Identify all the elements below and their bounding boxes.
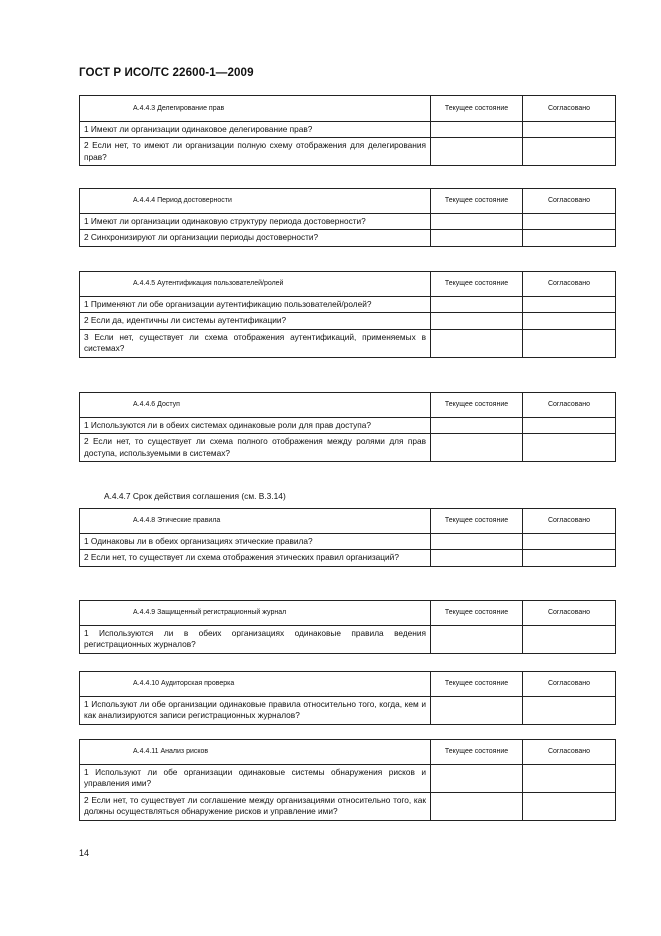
agreed-cell[interactable]: [523, 230, 616, 246]
col-current-header: Текущее состояние: [431, 601, 523, 626]
current-state-cell[interactable]: [431, 434, 523, 462]
agreed-cell[interactable]: [523, 626, 616, 654]
current-state-cell[interactable]: [431, 230, 523, 246]
current-state-cell[interactable]: [431, 313, 523, 329]
col-agreed-header: Согласовано: [523, 509, 616, 534]
agreed-cell[interactable]: [523, 792, 616, 820]
table-row: [80, 122, 616, 138]
current-state-cell[interactable]: [431, 297, 523, 313]
question-text: 1 Используют ли обе организации одинаковые системы обнаружения рисков и управления ими?: [80, 765, 431, 793]
table-access: [79, 392, 616, 462]
agreed-cell[interactable]: [523, 534, 616, 550]
table-title: А.4.4.8 Этические правила: [80, 509, 431, 534]
col-agreed-header: Согласовано: [523, 601, 616, 626]
question-text: 2 Если да, идентичны ли системы аутентификации?: [80, 313, 431, 329]
table-title: А.4.4.11 Анализ рисков: [80, 740, 431, 765]
question-text: 2 Если нет, то имеют ли организации полную схему отображения для делегирования прав?: [80, 138, 431, 166]
current-state-cell[interactable]: [431, 697, 523, 725]
current-state-cell[interactable]: [431, 214, 523, 230]
col-current-header: Текущее состояние: [431, 96, 523, 122]
question-text: 2 Если нет, то существует ли соглашение между организациями относительно того, как должны осуществляться обнаружение рисков и управление ими?: [80, 792, 431, 820]
col-agreed-header: Согласовано: [523, 393, 616, 418]
table-row: [80, 230, 616, 246]
table-secure-log: [79, 600, 616, 654]
agreed-cell[interactable]: [523, 418, 616, 434]
agreed-cell[interactable]: [523, 138, 616, 166]
agreed-cell[interactable]: [523, 697, 616, 725]
current-state-cell[interactable]: [431, 122, 523, 138]
question-text: 2 Если нет, то существует ли схема полного отображения между ролями для прав доступа, используемыми в системах?: [80, 434, 431, 462]
question-text: 2 Синхронизируют ли организации периоды достоверности?: [80, 230, 431, 246]
table-validity-period: [79, 188, 616, 247]
table-title: А.4.4.3 Делегирование прав: [80, 96, 431, 122]
table-row: [80, 418, 616, 434]
table-row: [80, 313, 616, 329]
table-title: А.4.4.6 Доступ: [80, 393, 431, 418]
col-agreed-header: Согласовано: [523, 96, 616, 122]
table-row: [80, 434, 616, 462]
table-audit: [79, 671, 616, 725]
table-row: [80, 765, 616, 793]
agreed-cell[interactable]: [523, 434, 616, 462]
table-row: [80, 792, 616, 820]
question-text: 1 Одинаковы ли в обеих организациях этические правила?: [80, 534, 431, 550]
current-state-cell[interactable]: [431, 626, 523, 654]
col-agreed-header: Согласовано: [523, 272, 616, 297]
section-note-agreement-term: А.4.4.7 Срок действия соглашения (см. В.3.14): [104, 491, 286, 501]
agreed-cell[interactable]: [523, 329, 616, 357]
agreed-cell[interactable]: [523, 122, 616, 138]
col-agreed-header: Согласовано: [523, 672, 616, 697]
table-row: [80, 214, 616, 230]
col-agreed-header: Согласовано: [523, 189, 616, 214]
question-text: 1 Используются ли в обеих системах одинаковые роли для прав доступа?: [80, 418, 431, 434]
question-text: 1 Применяют ли обе организации аутентификацию пользователей/ролей?: [80, 297, 431, 313]
question-text: 1 Имеют ли организации одинаковое делегирование прав?: [80, 122, 431, 138]
col-current-header: Текущее состояние: [431, 672, 523, 697]
col-current-header: Текущее состояние: [431, 509, 523, 534]
table-delegation: [79, 95, 616, 166]
question-text: 1 Используют ли обе организации одинаковые правила относительно того, когда, кем и как анализируются записи регистрационных журналов?: [80, 697, 431, 725]
table-risk-analysis: [79, 739, 616, 821]
col-current-header: Текущее состояние: [431, 740, 523, 765]
table-authentication: [79, 271, 616, 358]
table-title: А.4.4.9 Защищенный регистрационный журнал: [80, 601, 431, 626]
col-current-header: Текущее состояние: [431, 189, 523, 214]
current-state-cell[interactable]: [431, 138, 523, 166]
table-row: [80, 297, 616, 313]
current-state-cell[interactable]: [431, 550, 523, 566]
table-row: [80, 626, 616, 654]
col-agreed-header: Согласовано: [523, 740, 616, 765]
current-state-cell[interactable]: [431, 534, 523, 550]
table-title: А.4.4.5 Аутентификация пользователей/ролей: [80, 272, 431, 297]
page-number: 14: [79, 848, 90, 858]
question-text: 1 Используются ли в обеих организациях одинаковые правила ведения регистрационных журналов?: [80, 626, 431, 654]
agreed-cell[interactable]: [523, 550, 616, 566]
current-state-cell[interactable]: [431, 418, 523, 434]
agreed-cell[interactable]: [523, 765, 616, 793]
col-current-header: Текущее состояние: [431, 272, 523, 297]
current-state-cell[interactable]: [431, 792, 523, 820]
table-row: [80, 329, 616, 357]
table-row: [80, 138, 616, 166]
current-state-cell[interactable]: [431, 765, 523, 793]
agreed-cell[interactable]: [523, 297, 616, 313]
table-row: [80, 550, 616, 566]
table-row: [80, 534, 616, 550]
table-title: А.4.4.4 Период достоверности: [80, 189, 431, 214]
current-state-cell[interactable]: [431, 329, 523, 357]
document-header: ГОСТ Р ИСО/ТС 22600-1—2009: [79, 66, 254, 79]
question-text: 3 Если нет, существует ли схема отображения аутентификаций, применяемых в системах?: [80, 329, 431, 357]
table-ethics: [79, 508, 616, 567]
question-text: 1 Имеют ли организации одинаковую структуру периода достоверности?: [80, 214, 431, 230]
table-row: [80, 697, 616, 725]
agreed-cell[interactable]: [523, 313, 616, 329]
question-text: 2 Если нет, то существует ли схема отображения этических правил организаций?: [80, 550, 431, 566]
agreed-cell[interactable]: [523, 214, 616, 230]
col-current-header: Текущее состояние: [431, 393, 523, 418]
table-title: А.4.4.10 Аудиторская проверка: [80, 672, 431, 697]
